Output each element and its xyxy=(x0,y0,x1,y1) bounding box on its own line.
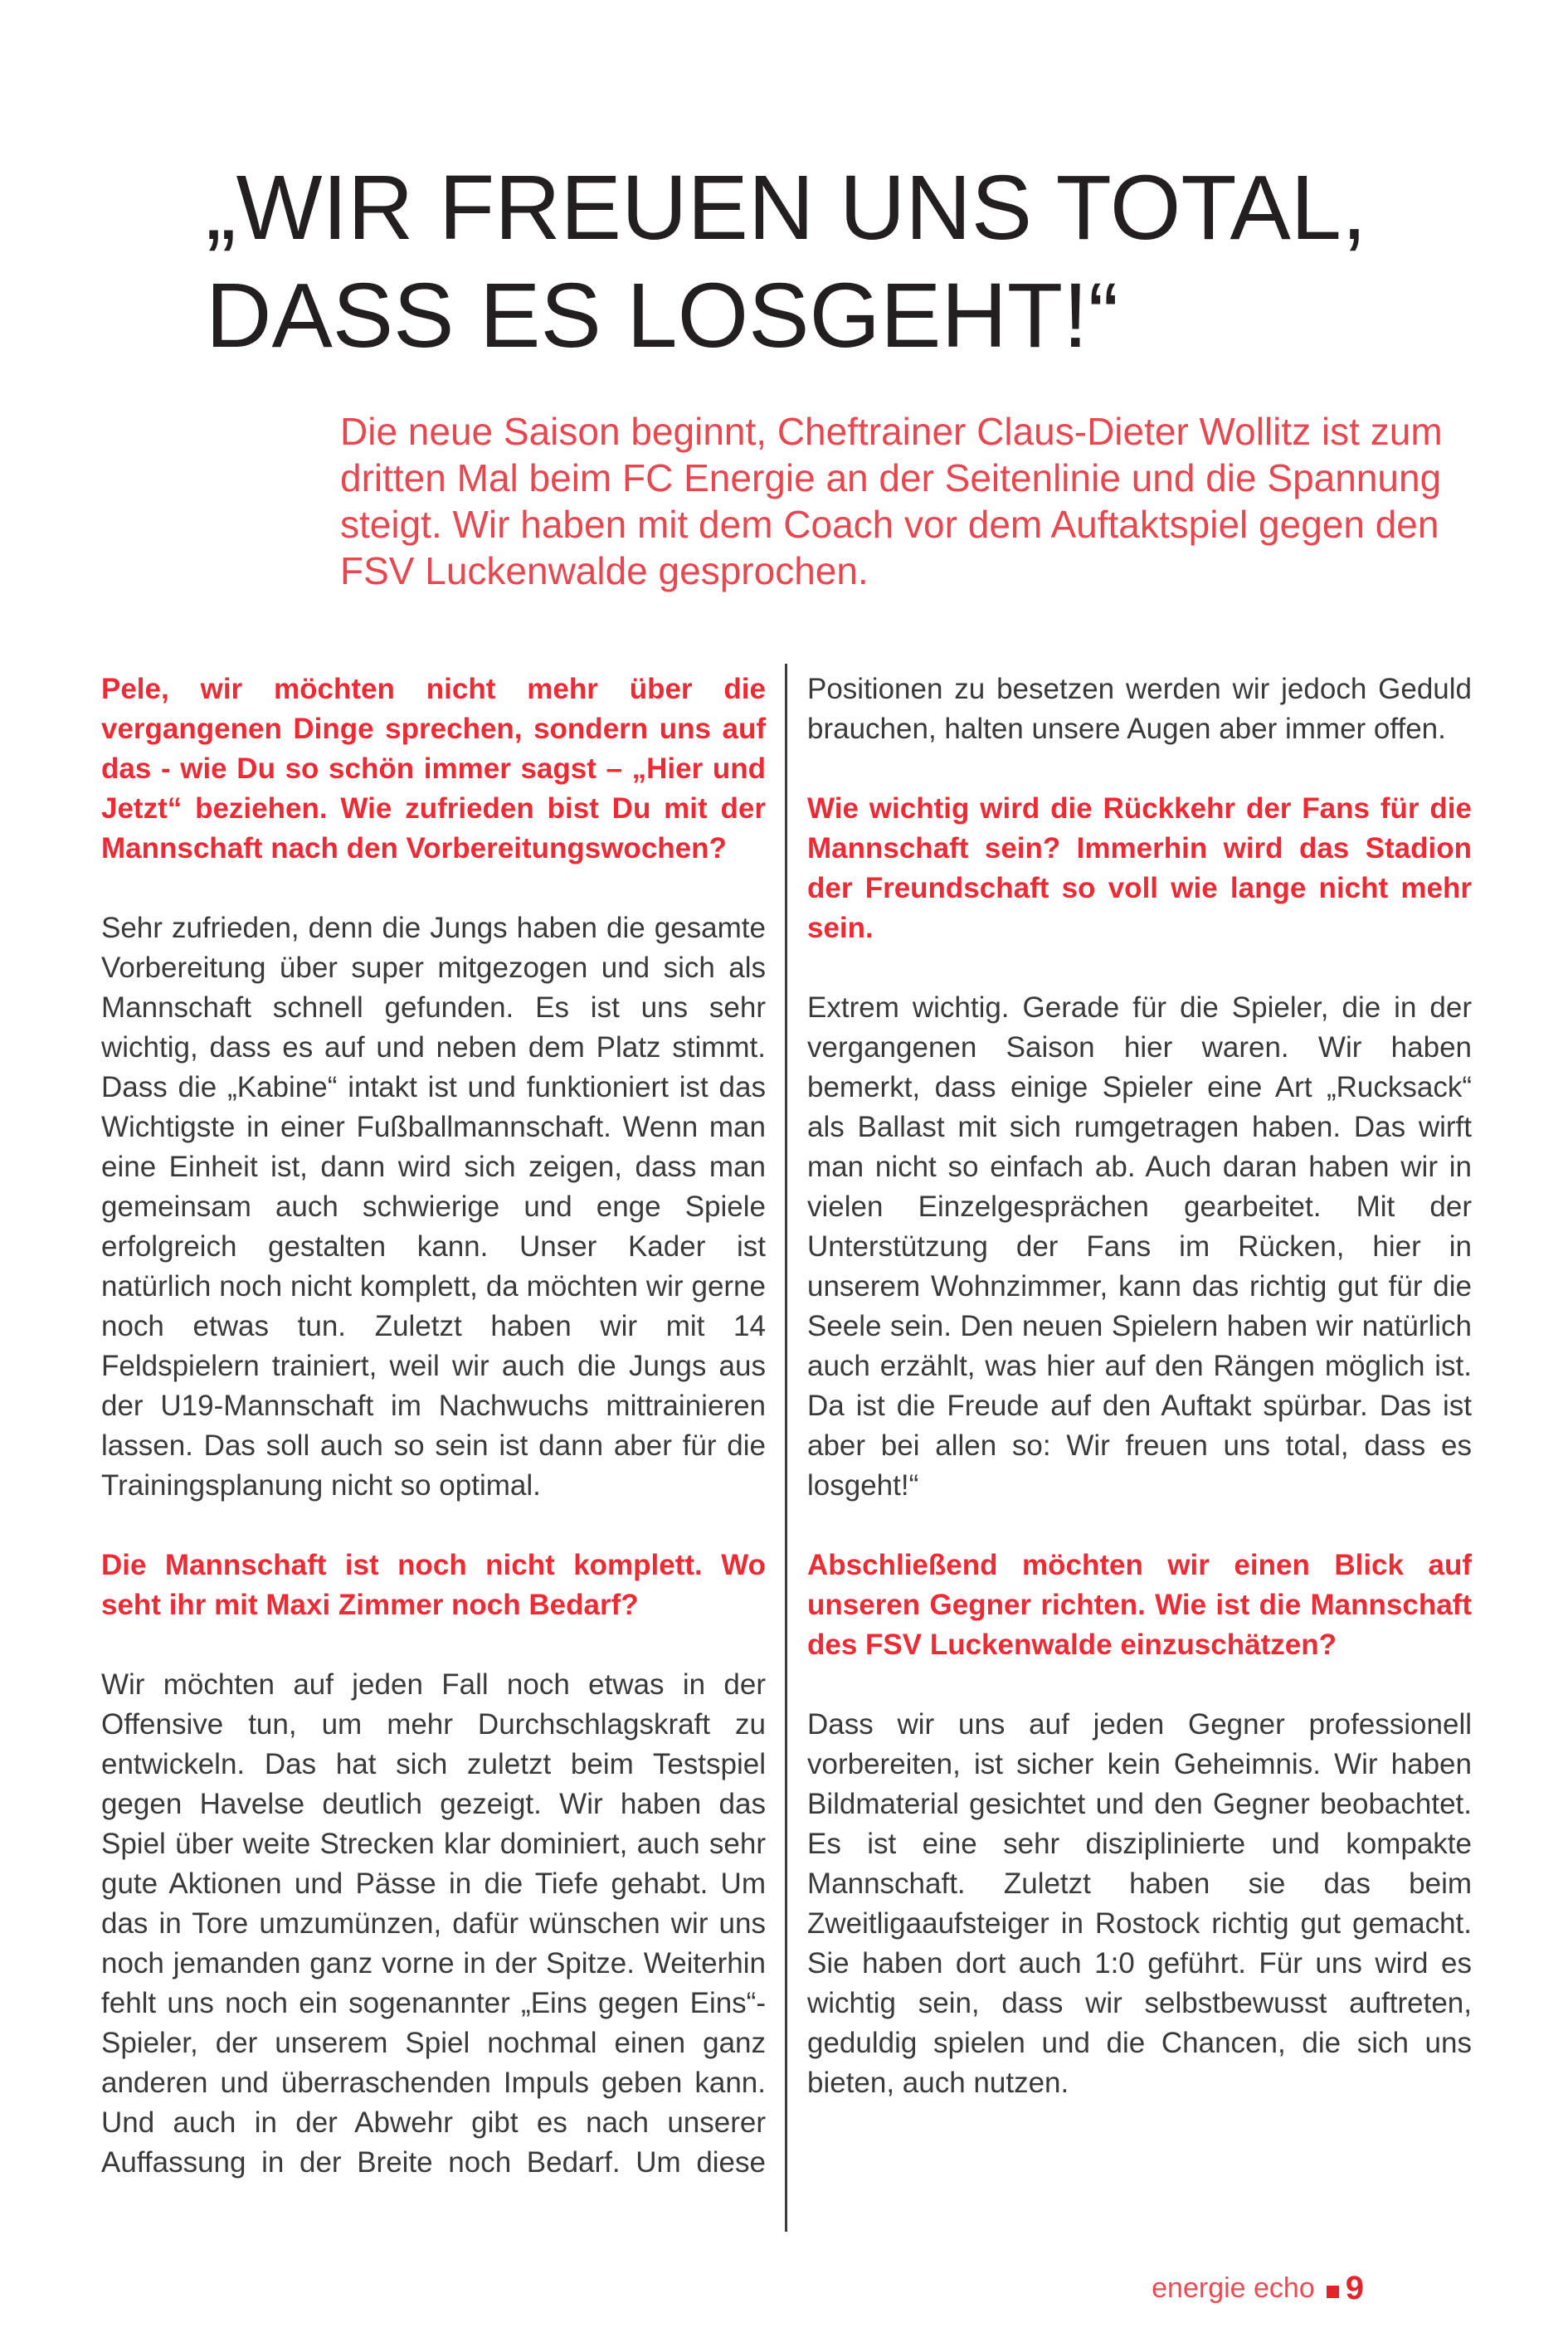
interview-answer: Extrem wichtig. Gerade für die Spieler, die in der vergangenen Saison hier waren. Wir haben bemerkt, dass einige Spieler eine Art „Rucksack“ als Ballast mit sich rumgetragen haben. Das wirft man nicht so einfach ab. Auch daran haben wir in vielen Einzelgesprächen gearbeitet. Mit der Unterstützung der Fans im Rücken, hier in unserem Wohnzimmer, kann das richtig gut für die Seele sein. Den neuen Spielern haben wir natürlich auch erzählt, was hier auf den Rängen möglich ist. Da ist die Freude auf den Auftakt spürbar. Das ist aber bei allen so: Wir freuen uns total, dass es losgeht!“ xyxy=(807,991,1472,1502)
article-standfirst: Die neue Saison beginnt, Cheftrainer Claus-Dieter Wollitz ist zum dritten Mal beim FC Energie an der Seitenlinie und die Spannung steigt. Wir haben mit dem Coach vor dem Auftaktspiel gegen den FSV Luckenwalde gesprochen. xyxy=(340,410,1443,592)
page-footer xyxy=(1152,2270,1364,2307)
square-bullet-icon xyxy=(1327,2286,1339,2298)
interview-answer: Sehr zufrieden, denn die Jungs haben die gesamte Vorbereitung über super mitgezogen und sich als Mannschaft schnell gefunden. Es ist uns sehr wichtig, dass es auf und neben dem Platz stimmt. Dass die „Kabine“ intakt ist und funktioniert ist das Wichtigste in einer Fußballmannschaft. Wenn man eine Einheit ist, dann wird sich zeigen, dass man gemeinsam auch schwierige und enge Spiele erfolgreich gestalten kann. Unser Kader ist natürlich noch nicht komplett, da möchten wir gerne noch etwas tun. Zuletzt haben wir mit 14 Feldspielern trainiert, weil wir auch die Jungs aus der U19-Mannschaft im Nachwuchs mittrainieren lassen. Das soll auch so sein ist dann aber für die Trainingsplanung nicht so optimal. xyxy=(101,912,766,1502)
interview-question: Wie wichtig wird die Rückkehr der Fans für die Mannschaft sein? Immerhin wird das Stadion der Freundschaft so voll wie lange nicht mehr sein. xyxy=(807,792,1472,944)
article-headline xyxy=(206,154,1367,370)
interview-answer: Wir möchten auf jeden Fall noch etwas in der Offensive tun, um mehr Durchschlagskraft zu entwickeln. Das hat sich zuletzt beim Testspiel gegen Havelse deutlich gezeigt. Wir haben das Spiel über weite Strecken klar dominiert, auch sehr gute Aktionen und Pässe in die Tiefe gehabt. Um das in Tore umzumünzen, dafür wünschen wir uns noch jemanden ganz vorne in der Spitze. Weiterhin fehlt uns noch ein sogenannter „Eins gegen Eins“-Spieler, der unserem Spiel nochmal einen ganz anderen und überraschenden Impuls geben kann. Und auch in der Abwehr gibt es nach unserer Auffassung in der Breite noch Bedarf. Um diese Positionen zu besetzen werden wir jedoch Geduld brauchen, halten unsere Augen aber immer offen. xyxy=(101,673,1472,2179)
interview-question: Abschließend möchten wir einen Blick auf unseren Gegner richten. Wie ist die Mannschaft des FSV Luckenwalde einzuschätzen? xyxy=(807,1549,1472,1661)
interview-question: Pele, wir möchten nicht mehr über die vergangenen Dinge sprechen, sondern uns auf das - wie Du so schön immer sagst – „Hier und Jetzt“ beziehen. Wie zufrieden bist Du mit der Mannschaft nach den Vorbereitungswochen? xyxy=(101,673,766,864)
article-body xyxy=(101,670,1472,2213)
headline-line-1: „WIR FREUEN UNS TOTAL, xyxy=(206,157,1367,259)
magazine-name: energie echo xyxy=(1152,2272,1315,2304)
interview-question: Die Mannschaft ist noch nicht komplett. Wo seht ihr mit Maxi Zimmer noch Bedarf? xyxy=(101,1549,766,1621)
headline-line-2: DASS ES LOSGEHT!“ xyxy=(206,265,1119,367)
interview-answer: Dass wir uns auf jeden Gegner professionell vorbereiten, ist sicher kein Geheimnis. Wir haben Bildmaterial gesichtet und den Gegner beobachtet. Es ist eine sehr disziplinierte und kompakte Mannschaft. Zuletzt haben sie das beim Zweitligaaufsteiger in Rostock richtig gut gemacht. Sie haben dort auch 1:0 geführt. Für uns wird es wichtig sein, dass wir selbstbewusst auftreten, geduldig spielen und die Chancen, die sich uns bieten, auch nutzen. xyxy=(807,1708,1472,2099)
page-number: 9 xyxy=(1345,2270,1364,2306)
